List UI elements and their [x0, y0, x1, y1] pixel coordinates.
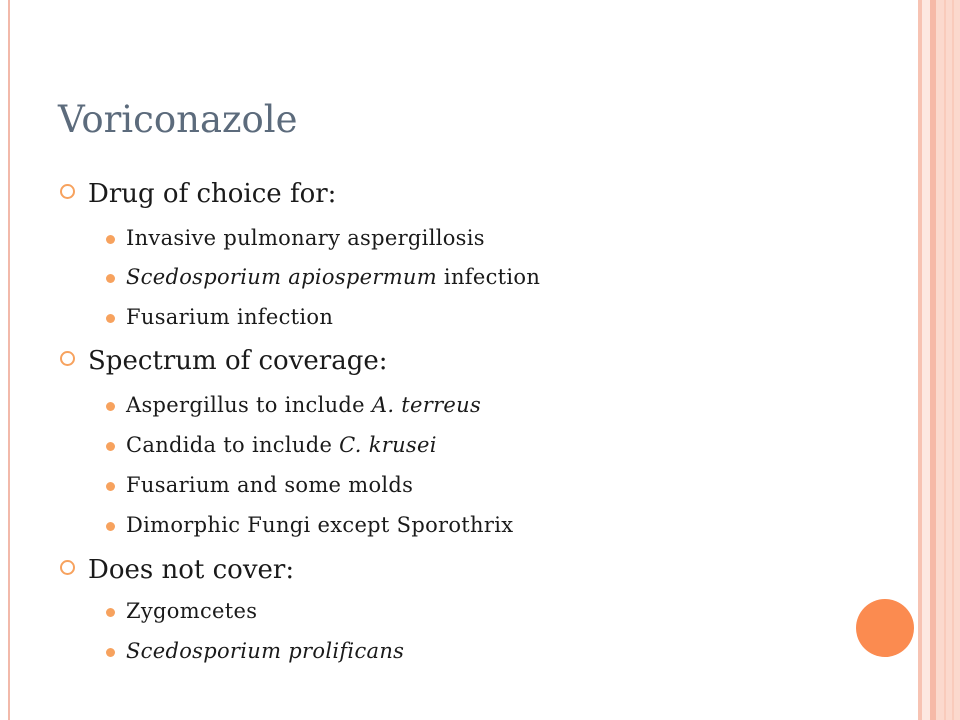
right-decorative-band-line	[944, 0, 946, 720]
dot-bullet-icon	[106, 402, 115, 411]
list-item-text: Candida to include	[126, 433, 340, 457]
section-heading-text: Drug of choice for:	[88, 179, 337, 209]
right-decorative-band	[936, 0, 960, 720]
list-item-text: Fusarium and some molds	[126, 473, 414, 497]
dot-bullet-icon	[106, 648, 115, 657]
hollow-circle-bullet-icon	[60, 184, 75, 199]
list-item-species: C. krusei	[339, 433, 437, 457]
dot-bullet-icon	[106, 314, 115, 323]
dot-bullet-icon	[106, 482, 115, 491]
right-decorative-band-line	[952, 0, 954, 720]
list-item-text: Invasive pulmonary aspergillosis	[126, 226, 485, 250]
list-item-text: infection	[436, 265, 541, 289]
accent-circle-decoration	[856, 599, 914, 657]
list-item-text: Dimorphic Fungi except Sporothrix	[126, 513, 514, 537]
list-item-species: A. terreus	[371, 393, 482, 417]
dot-bullet-icon	[106, 442, 115, 451]
dot-bullet-icon	[106, 608, 115, 617]
dot-bullet-icon	[106, 274, 115, 283]
right-decorative-band	[922, 0, 930, 720]
list-item-species: Scedosporium apiospermum	[126, 265, 437, 289]
left-frame-line	[8, 0, 10, 720]
section-heading-text: Spectrum of coverage:	[88, 346, 388, 376]
slide-title: Voriconazole	[58, 98, 298, 141]
hollow-circle-bullet-icon	[60, 560, 75, 575]
section-heading-text: Does not cover:	[88, 555, 295, 585]
dot-bullet-icon	[106, 235, 115, 244]
dot-bullet-icon	[106, 522, 115, 531]
list-item-text: Zygomcetes	[126, 599, 258, 623]
list-item-text: Aspergillus to include	[126, 393, 372, 417]
list-item-text: Fusarium infection	[126, 305, 334, 329]
hollow-circle-bullet-icon	[60, 351, 75, 366]
list-item-species: Scedosporium prolificans	[126, 639, 405, 663]
